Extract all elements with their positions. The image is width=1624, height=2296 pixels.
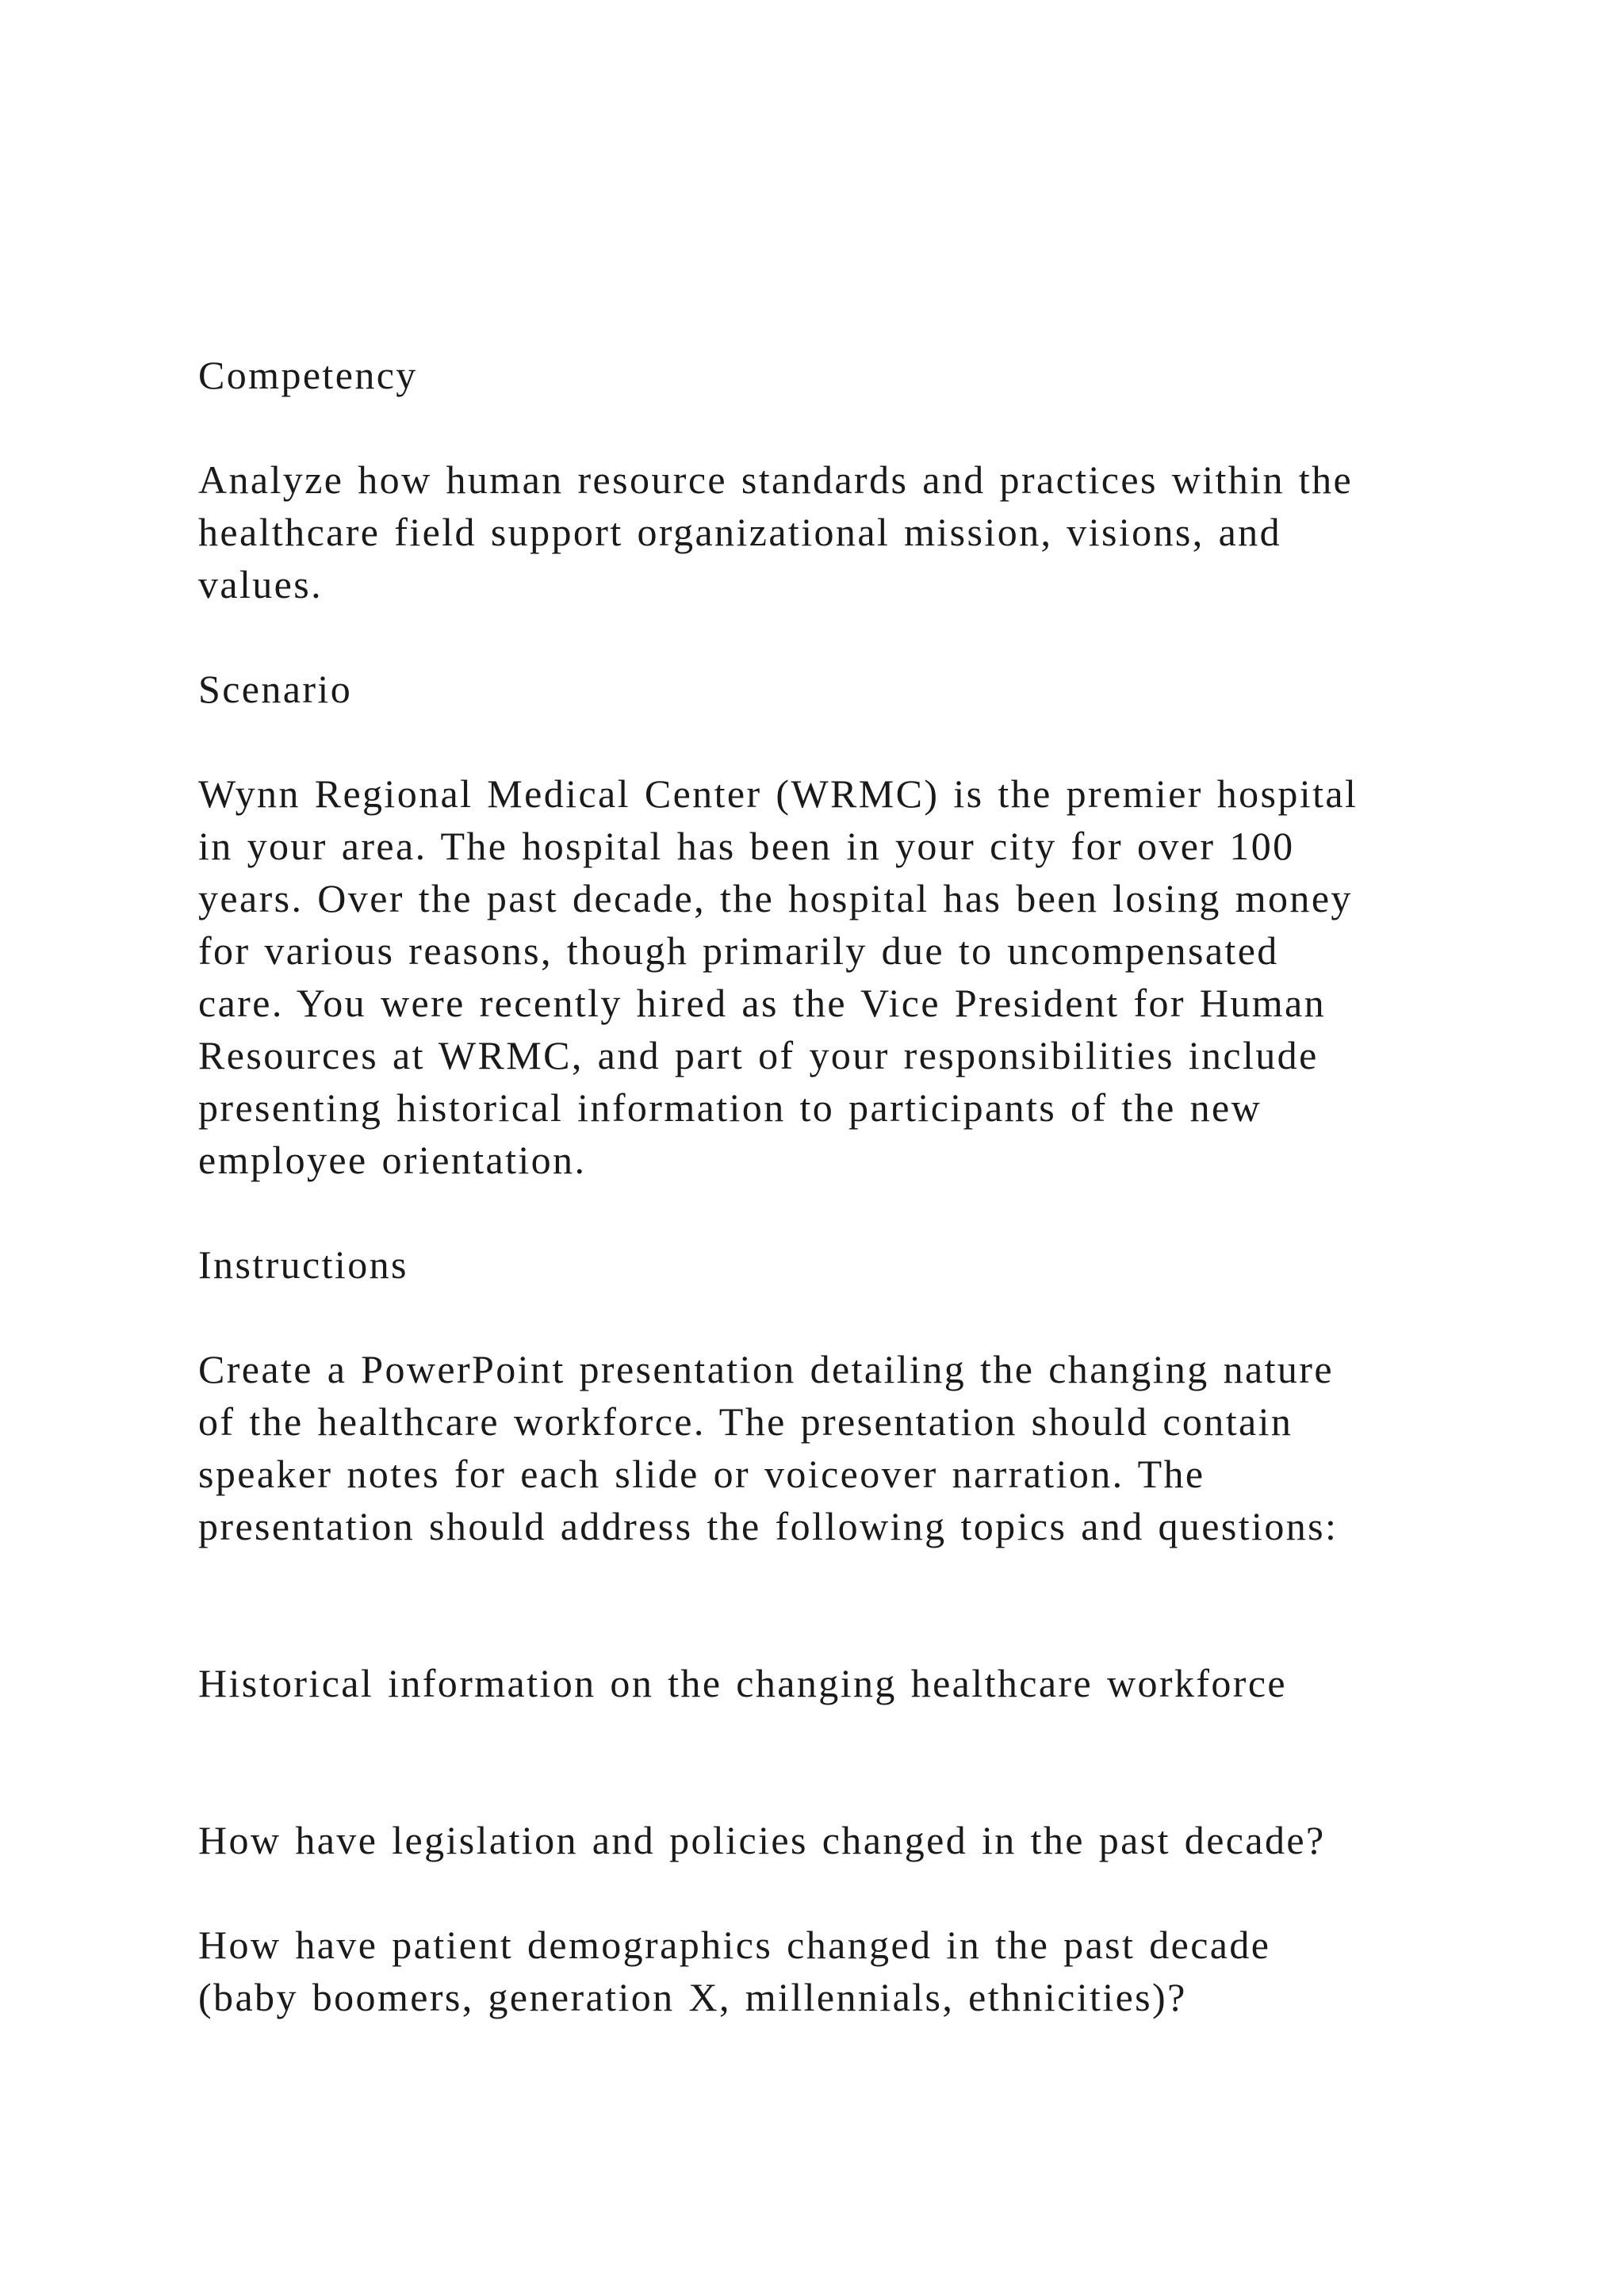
topic-historical-information: Historical information on the changing healthcare workforce (198, 1661, 1288, 1705)
paragraph-line: years. Over the past decade, the hospital has been losing money (198, 876, 1353, 920)
paragraph-line: of the healthcare workforce. The presentation should contain (198, 1399, 1293, 1444)
instructions-paragraph (198, 1343, 1483, 1552)
paragraph-line: presentation should address the following topics and questions: (198, 1504, 1339, 1548)
paragraph-line: Create a PowerPoint presentation detailing the changing nature (198, 1347, 1334, 1391)
paragraph-line: values. (198, 562, 324, 607)
question-demographics (198, 1919, 1483, 2023)
instructions-heading: Instructions (198, 1242, 408, 1287)
scenario-paragraph (198, 767, 1483, 1186)
paragraph-line: speaker notes for each slide or voiceover narration. The (198, 1452, 1205, 1496)
document-body (198, 349, 1483, 2023)
competency-paragraph (198, 453, 1483, 610)
paragraph-line: healthcare field support organizational mission, visions, and (198, 510, 1281, 554)
paragraph-line: for various reasons, though primarily due to uncompensated (198, 928, 1279, 973)
paragraph-line: (baby boomers, generation X, millennials, ethnicities)? (198, 1975, 1187, 2019)
paragraph-line: Wynn Regional Medical Center (WRMC) is the premier hospital (198, 771, 1358, 816)
paragraph-line: employee orientation. (198, 1138, 587, 1182)
question-legislation: How have legislation and policies changed in the past decade? (198, 1818, 1326, 1862)
scenario-heading: Scenario (198, 667, 353, 711)
competency-heading: Competency (198, 353, 418, 397)
paragraph-line: in your area. The hospital has been in your city for over 100 (198, 824, 1295, 868)
paragraph-line: Resources at WRMC, and part of your responsibilities include (198, 1033, 1319, 1077)
paragraph-line: presenting historical information to participants of the new (198, 1085, 1262, 1130)
paragraph-line: care. You were recently hired as the Vice President for Human (198, 981, 1327, 1025)
paragraph-line: Analyze how human resource standards and practices within the (198, 457, 1354, 502)
paragraph-line: How have patient demographics changed in the past decade (198, 1923, 1271, 1967)
